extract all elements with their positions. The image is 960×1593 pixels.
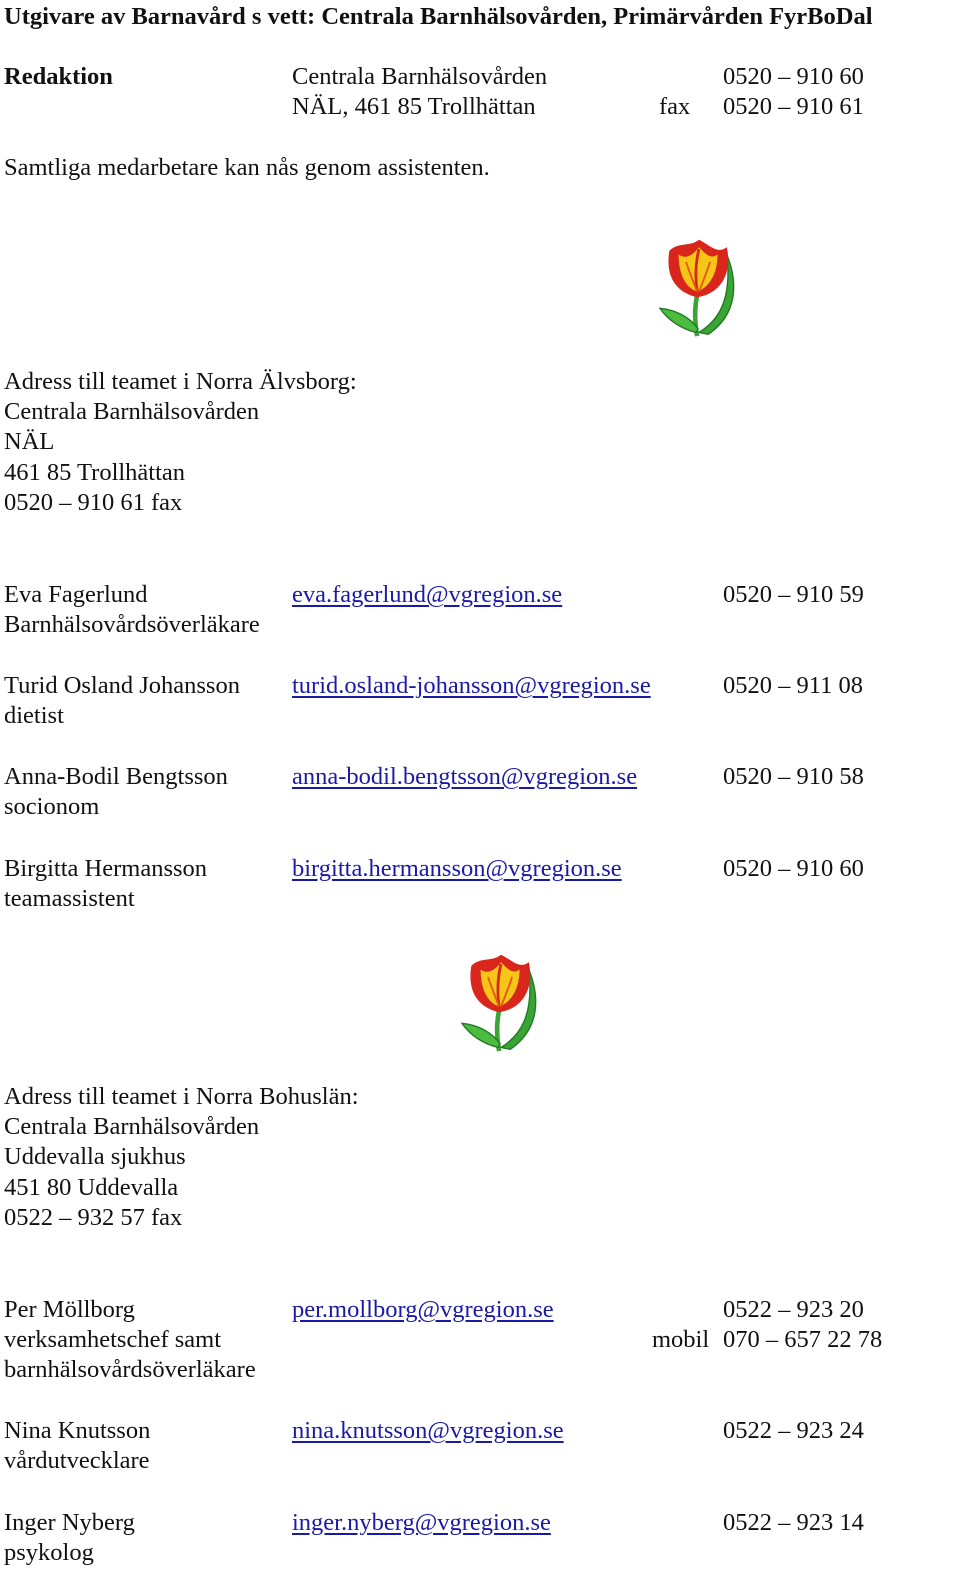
staff-phone: 0520 – 910 59 <box>723 581 864 608</box>
publisher-title: Utgivare av Barnavård s vett: Centrala Barnhälsovården, Primärvården FyrBoDal <box>4 3 873 30</box>
staff-email-link[interactable]: birgitta.hermansson@vgregion.se <box>292 855 622 882</box>
staff-phone: 0522 – 923 24 <box>723 1417 864 1444</box>
redaktion-phone: 0520 – 910 60 <box>723 63 864 90</box>
address-line: 451 80 Uddevalla <box>4 1174 179 1201</box>
staff-role: psykolog <box>4 1539 94 1566</box>
contact-note: Samtliga medarbetare kan nås genom assistenten. <box>4 154 490 181</box>
staff-phone: 0522 – 923 20 <box>723 1296 864 1323</box>
redaktion-fax: 0520 – 910 61 <box>723 93 864 120</box>
address-fax: 0520 – 910 61 fax <box>4 489 183 516</box>
redaktion-fax-label: fax <box>659 93 691 120</box>
address-line: NÄL <box>4 428 55 455</box>
address-heading: Adress till teamet i Norra Bohuslän: <box>4 1083 359 1110</box>
staff-role: dietist <box>4 702 64 729</box>
staff-email-link[interactable]: per.mollborg@vgregion.se <box>292 1296 554 1323</box>
address-line: Centrala Barnhälsovården <box>4 1113 260 1140</box>
mobile-label: mobil <box>652 1326 710 1353</box>
staff-name: Anna-Bodil Bengtsson <box>4 763 228 790</box>
redaktion-label: Redaktion <box>4 63 113 90</box>
address-heading: Adress till teamet i Norra Älvsborg: <box>4 368 357 395</box>
staff-phone: 0522 – 923 14 <box>723 1509 864 1536</box>
staff-name: Nina Knutsson <box>4 1417 151 1444</box>
staff-phone: 0520 – 911 08 <box>723 672 863 699</box>
staff-name: Per Möllborg <box>4 1296 135 1323</box>
staff-role: Barnhälsovårdsöverläkare <box>4 611 260 638</box>
staff-phone: 0520 – 910 58 <box>723 763 864 790</box>
staff-role: socionom <box>4 793 100 820</box>
address-fax: 0522 – 932 57 fax <box>4 1204 183 1231</box>
address-line: 461 85 Trollhättan <box>4 459 186 486</box>
staff-role: teamassistent <box>4 885 135 912</box>
staff-email-link[interactable]: nina.knutsson@vgregion.se <box>292 1417 564 1444</box>
staff-email-link[interactable]: inger.nyberg@vgregion.se <box>292 1509 551 1536</box>
tulip-icon <box>652 236 746 338</box>
tulip-icon <box>454 951 548 1053</box>
staff-role: verksamhetschef samt <box>4 1326 222 1353</box>
staff-name: Inger Nyberg <box>4 1509 135 1536</box>
staff-name: Birgitta Hermansson <box>4 855 208 882</box>
address-line: Uddevalla sjukhus <box>4 1143 186 1170</box>
redaktion-line2: NÄL, 461 85 Trollhättan <box>292 93 536 120</box>
staff-name: Turid Osland Johansson <box>4 672 240 699</box>
redaktion-line1: Centrala Barnhälsovården <box>292 63 548 90</box>
staff-email-link[interactable]: turid.osland-johansson@vgregion.se <box>292 672 651 699</box>
staff-role: barnhälsovårdsöverläkare <box>4 1356 256 1383</box>
staff-name: Eva Fagerlund <box>4 581 148 608</box>
staff-phone: 0520 – 910 60 <box>723 855 864 882</box>
staff-email-link[interactable]: eva.fagerlund@vgregion.se <box>292 581 563 608</box>
staff-mobile: 070 – 657 22 78 <box>723 1326 883 1353</box>
address-line: Centrala Barnhälsovården <box>4 398 260 425</box>
staff-email-link[interactable]: anna-bodil.bengtsson@vgregion.se <box>292 763 638 790</box>
staff-role: vårdutvecklare <box>4 1447 150 1474</box>
